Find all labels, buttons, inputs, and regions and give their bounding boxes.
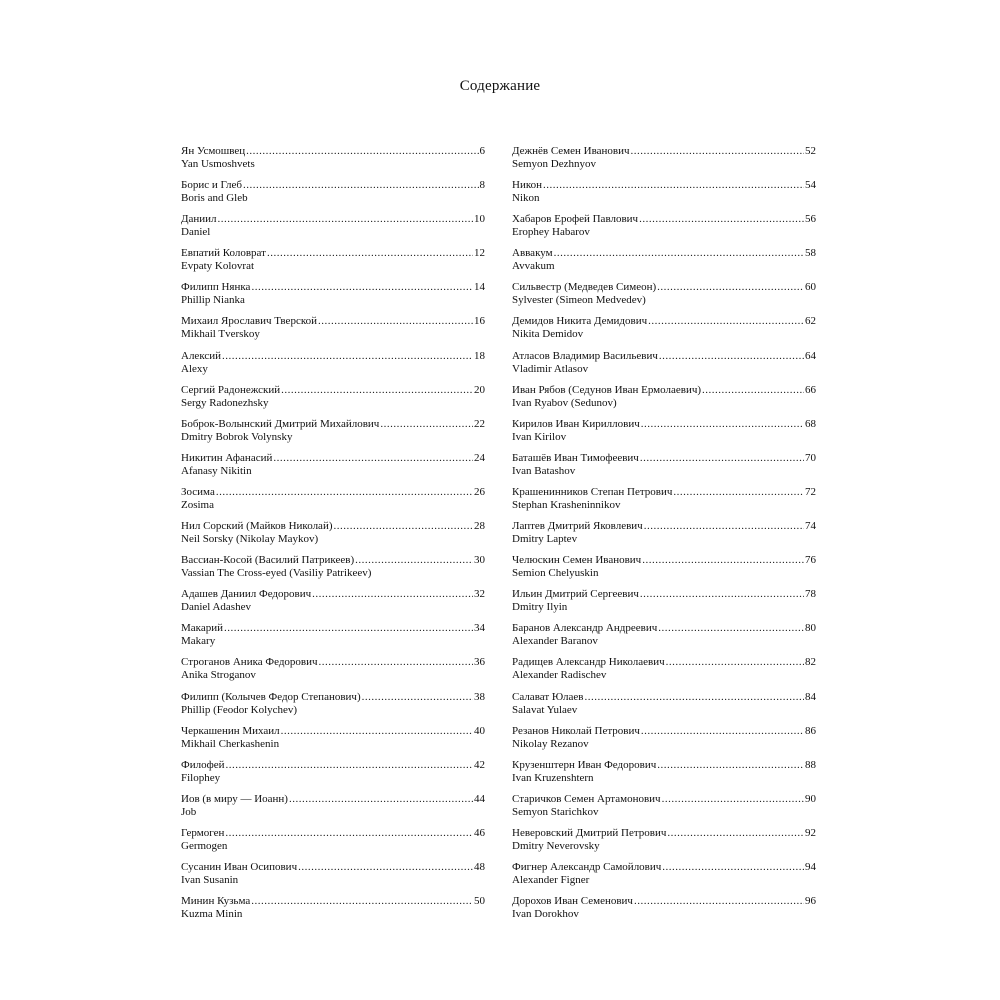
- toc-entry-line: [512, 725, 816, 738]
- toc-entry-title: Минин Кузьма: [181, 895, 251, 908]
- toc-entry-line: [181, 895, 485, 908]
- toc-entry-subtitle: Erophey Habarov: [512, 226, 590, 239]
- toc-entry-title: Крузенштерн Иван Федорович: [512, 758, 657, 771]
- toc-entry-line: [181, 350, 485, 363]
- toc-entry-line: [512, 452, 816, 465]
- toc-entry: [512, 384, 816, 418]
- toc-entry: [512, 350, 816, 384]
- toc-entry-title: Фигнер Александр Самойлович: [512, 860, 662, 873]
- toc-entry-title: Лаптев Дмитрий Яковлевич: [512, 520, 643, 533]
- toc-entry-line: [512, 213, 816, 226]
- toc-entry: [512, 588, 816, 622]
- dot-leader: [222, 350, 473, 363]
- toc-entry: [181, 759, 485, 793]
- toc-entry: [512, 827, 816, 861]
- toc-entry: [512, 247, 816, 281]
- toc-entry-subtitle: Ivan Susanin: [181, 873, 239, 886]
- toc-entry: [181, 861, 485, 895]
- toc-entry-line: [512, 418, 816, 431]
- toc-entry-title: Баранов Александр Андреевич: [512, 622, 658, 635]
- toc-entry-subtitle: Phillip Nianka: [181, 294, 245, 307]
- toc-entry-line: [512, 520, 816, 533]
- toc-entry-line: [181, 793, 485, 806]
- toc-entry-page-number: 88: [805, 758, 816, 771]
- toc-entry-subtitle: Ivan Kruzenshtern: [512, 771, 594, 784]
- toc-entry: [181, 350, 485, 384]
- dot-leader: [648, 315, 804, 328]
- toc-entry-page-number: 16: [474, 315, 485, 328]
- toc-entry-line: [512, 759, 816, 772]
- toc-entry-subtitle: Sergy Radonezhsky: [181, 396, 269, 409]
- toc-entry-page-number: 54: [805, 179, 816, 192]
- toc-entry-page-number: 18: [474, 349, 485, 362]
- toc-entry-page-number: 26: [474, 485, 485, 498]
- toc-entry-page-number: 64: [805, 349, 816, 362]
- toc-entry-line: [512, 656, 816, 669]
- toc-entry: [181, 179, 485, 213]
- toc-entry: [181, 247, 485, 281]
- toc-entry: [181, 520, 485, 554]
- toc-entry-page-number: 38: [474, 690, 485, 703]
- toc-entry-title: Вассиан-Косой (Василий Патрикеев): [181, 554, 355, 567]
- toc-entry: [181, 384, 485, 418]
- toc-entry-subtitle: Dmitry Ilyin: [512, 601, 568, 614]
- dot-leader: [334, 520, 474, 533]
- toc-entry: [181, 622, 485, 656]
- toc-entry-line: [512, 384, 816, 397]
- toc-entry-line: [181, 315, 485, 328]
- dot-leader: [634, 895, 804, 908]
- toc-entry-title: Сусанин Иван Осипович: [181, 860, 298, 873]
- toc-entry-title: Иов (в миру — Иоанн): [181, 792, 288, 805]
- toc-entry-subtitle: Daniel Adashev: [181, 601, 251, 614]
- dot-leader: [246, 145, 478, 158]
- toc-entry-title: Салават Юлаев: [512, 690, 584, 703]
- toc-entry-subtitle: Job: [181, 805, 197, 818]
- toc-entry-subtitle: Yan Usmoshvets: [181, 158, 255, 170]
- toc-entry: [181, 452, 485, 486]
- toc-entry-page-number: 90: [805, 792, 816, 805]
- toc-entry-subtitle: Dmitry Bobrok Volynsky: [181, 430, 293, 443]
- dot-leader: [642, 554, 804, 567]
- toc-entry-line: [181, 247, 485, 260]
- toc-entry-line: [181, 452, 485, 465]
- dot-leader: [224, 622, 473, 635]
- toc-entry: [512, 213, 816, 247]
- toc-entry-title: Радищев Александр Николаевич: [512, 656, 665, 669]
- toc-entry-page-number: 84: [805, 690, 816, 703]
- dot-leader: [666, 656, 804, 669]
- toc-entry-subtitle: Ivan Dorokhov: [512, 908, 579, 921]
- toc-entry-page-number: 12: [474, 247, 485, 260]
- dot-leader: [640, 452, 804, 465]
- toc-entry-title: Крашенинников Степан Петрович: [512, 485, 673, 498]
- toc-entry-page-number: 70: [805, 451, 816, 464]
- dot-leader: [267, 247, 473, 260]
- toc-entry-line: [512, 315, 816, 328]
- dot-leader: [225, 759, 473, 772]
- toc-entry: [512, 281, 816, 315]
- toc-entry-page-number: 56: [805, 213, 816, 226]
- dot-leader: [554, 247, 804, 260]
- toc-entry: [512, 759, 816, 793]
- toc-entry-line: [181, 213, 485, 226]
- page-title: Содержание: [459, 78, 541, 94]
- dot-leader: [702, 384, 804, 397]
- toc-entry-line: [512, 622, 816, 635]
- toc-entry: [181, 554, 485, 588]
- dot-leader: [281, 725, 473, 738]
- toc-entry: [181, 656, 485, 690]
- toc-entry-subtitle: Mikhail Tverskoy: [181, 328, 260, 341]
- toc-entry-page-number: 50: [474, 895, 485, 908]
- toc-column-right: [512, 145, 816, 929]
- dot-leader: [631, 145, 804, 158]
- toc-entry-title: Михаил Ярославич Тверской: [181, 315, 317, 328]
- dot-leader: [289, 793, 473, 806]
- dot-leader: [243, 179, 479, 192]
- toc-entry-line: [181, 759, 485, 772]
- toc-entry: [181, 588, 485, 622]
- toc-entry-page-number: 10: [474, 213, 485, 226]
- toc-entry-subtitle: Daniel: [181, 226, 211, 239]
- toc-entry-title: Иван Рябов (Седунов Иван Ермолаевич): [512, 383, 702, 396]
- toc-entry: [181, 895, 485, 929]
- toc-entry-subtitle: Semyon Dezhnyov: [512, 158, 597, 170]
- toc-entry-title: Зосима: [181, 485, 215, 498]
- toc-entry-page-number: 42: [474, 758, 485, 771]
- toc-entry: [512, 895, 816, 929]
- toc-entry: [512, 452, 816, 486]
- toc-entry-page-number: 74: [805, 520, 816, 533]
- toc-entry-subtitle: Alexander Baranov: [512, 635, 598, 648]
- toc-entry-subtitle: Nikita Demidov: [512, 328, 584, 341]
- toc-entry-line: [512, 486, 816, 499]
- toc-entry-page-number: 60: [805, 281, 816, 294]
- toc-entry-page-number: 68: [805, 417, 816, 430]
- toc-entry: [181, 145, 485, 179]
- toc-entry-subtitle: Germogen: [181, 839, 228, 852]
- toc-entry-subtitle: Alexander Radischev: [512, 669, 607, 682]
- toc-entry-subtitle: Dmitry Laptev: [512, 533, 578, 546]
- toc-entry-page-number: 96: [805, 895, 816, 908]
- toc-entry-line: [181, 145, 485, 158]
- toc-entry-title: Челюскин Семен Иванович: [512, 554, 642, 567]
- toc-entry-page-number: 62: [805, 315, 816, 328]
- toc-entry-subtitle: Alexander Figner: [512, 873, 590, 886]
- toc-entry-subtitle: Sylvester (Simeon Medvedev): [512, 294, 646, 307]
- toc-entry-page-number: 80: [805, 622, 816, 635]
- toc-entry-title: Никитин Афанасий: [181, 451, 273, 464]
- toc-entry-subtitle: Alexy: [181, 362, 208, 375]
- toc-entry-title: Никон: [512, 179, 543, 192]
- toc-entry-line: [512, 281, 816, 294]
- dot-leader: [640, 588, 804, 601]
- toc-entry-title: Алексий: [181, 349, 222, 362]
- toc-entry-title: Кирилов Иван Кириллович: [512, 417, 640, 430]
- dot-leader: [644, 520, 804, 533]
- toc-entry-subtitle: Neil Sorsky (Nikolay Maykov): [181, 533, 319, 546]
- toc-entry-subtitle: Mikhail Cherkashenin: [181, 737, 280, 750]
- toc-entry-title: Евпатий Коловрат: [181, 247, 266, 260]
- dot-leader: [662, 861, 804, 874]
- toc-entry-page-number: 28: [474, 520, 485, 533]
- dot-leader: [355, 554, 473, 567]
- dot-leader: [543, 179, 804, 192]
- toc-entry-subtitle: Stephan Krasheninnikov: [512, 498, 621, 511]
- toc-entry-line: [181, 622, 485, 635]
- toc-entry-subtitle: Filophey: [181, 771, 221, 784]
- toc-entry-page-number: 52: [805, 145, 816, 157]
- dot-leader: [639, 213, 804, 226]
- toc-entry-subtitle: Vassian The Cross-eyed (Vasiliy Patrikeev): [181, 567, 372, 580]
- toc-entry: [512, 315, 816, 349]
- toc-entry-title: Филипп (Колычев Федор Степанович): [181, 690, 361, 703]
- toc-entry-line: [181, 281, 485, 294]
- toc-entry-title: Адашев Даниил Федорович: [181, 588, 312, 601]
- toc-entry-subtitle: Semion Chelyuskin: [512, 567, 599, 580]
- toc-entry-title: Ян Усмошвец: [181, 145, 246, 157]
- dot-leader: [216, 486, 473, 499]
- toc-entry-page-number: 24: [474, 451, 485, 464]
- dot-leader: [658, 622, 804, 635]
- toc-entry-page-number: 46: [474, 826, 485, 839]
- dot-leader: [312, 588, 473, 601]
- toc-entry: [181, 725, 485, 759]
- toc-entry-subtitle: Makary: [181, 635, 216, 648]
- toc-entry-page-number: 76: [805, 554, 816, 567]
- toc-entry-title: Резанов Николай Петрович: [512, 724, 640, 737]
- toc-entry-subtitle: Semyon Starichkov: [512, 805, 599, 818]
- dot-leader: [281, 384, 473, 397]
- toc-entry-title: Боброк-Волынский Дмитрий Михайлович: [181, 417, 380, 430]
- toc-entry-page-number: 30: [474, 554, 485, 567]
- toc-entry-subtitle: Ivan Batashov: [512, 464, 576, 477]
- toc-entry-page-number: 8: [479, 179, 485, 192]
- toc-entry-title: Филофей: [181, 758, 225, 771]
- toc-entry: [512, 656, 816, 690]
- dot-leader: [251, 895, 473, 908]
- toc-entry-line: [512, 179, 816, 192]
- toc-entry-page-number: 66: [805, 383, 816, 396]
- toc-entry: [181, 691, 485, 725]
- dot-leader: [362, 691, 473, 704]
- toc-entry: [512, 486, 816, 520]
- toc-entry-title: Атласов Владимир Васильевич: [512, 349, 658, 362]
- dot-leader: [218, 213, 473, 226]
- toc-entry-subtitle: Evpaty Kolovrat: [181, 260, 255, 273]
- toc-entry-line: [512, 350, 816, 363]
- toc-entry-title: Дорохов Иван Семенович: [512, 895, 633, 908]
- toc-entry-title: Хабаров Ерофей Павлович: [512, 213, 639, 226]
- toc-entry: [181, 418, 485, 452]
- toc-entry: [512, 691, 816, 725]
- toc-entry-page-number: 94: [805, 860, 816, 873]
- toc-entry-line: [181, 486, 485, 499]
- toc-entry-subtitle: Afanasy Nikitin: [181, 464, 252, 477]
- toc-entry-title: Нил Сорский (Майков Николай): [181, 520, 333, 533]
- toc-entry-line: [512, 691, 816, 704]
- toc-entry: [512, 418, 816, 452]
- toc-entry-subtitle: Avvakum: [512, 260, 555, 273]
- dot-leader: [319, 656, 473, 669]
- toc-entry: [512, 861, 816, 895]
- toc-entry-title: Филипп Нянка: [181, 281, 251, 294]
- toc-entry-page-number: 6: [479, 145, 485, 157]
- toc-entry: [181, 213, 485, 247]
- toc-entry: [512, 520, 816, 554]
- toc-entry-subtitle: Zosima: [181, 498, 214, 511]
- dot-leader: [318, 315, 473, 328]
- dot-leader: [657, 281, 804, 294]
- dot-leader: [225, 827, 473, 840]
- toc-entry-page-number: 92: [805, 826, 816, 839]
- toc-entry-subtitle: Nikon: [512, 192, 540, 205]
- toc-entry-page-number: 22: [474, 417, 485, 430]
- toc-entry-page-number: 36: [474, 656, 485, 669]
- toc-entry-page-number: 86: [805, 724, 816, 737]
- toc-entry: [512, 793, 816, 827]
- toc-entry-line: [181, 861, 485, 874]
- toc-entry-line: [512, 793, 816, 806]
- toc-entry-subtitle: Boris and Gleb: [181, 192, 248, 205]
- toc-entry-page-number: 14: [474, 281, 485, 294]
- toc-entry-line: [181, 179, 485, 192]
- toc-entry-subtitle: Nikolay Rezanov: [512, 737, 589, 750]
- toc-entry-subtitle: Salavat Yulaev: [512, 703, 578, 716]
- dot-leader: [298, 861, 473, 874]
- dot-leader: [380, 418, 473, 431]
- toc-entry-line: [512, 895, 816, 908]
- dot-leader: [659, 350, 804, 363]
- toc-entry-line: [512, 861, 816, 874]
- dot-leader: [273, 452, 473, 465]
- toc-entry-subtitle: Kuzma Minin: [181, 908, 243, 921]
- toc-entry-line: [181, 656, 485, 669]
- toc-entry-page-number: 40: [474, 724, 485, 737]
- toc-entry-page-number: 44: [474, 792, 485, 805]
- toc-entry-line: [181, 588, 485, 601]
- toc-entry-subtitle: Ivan Kirilov: [512, 430, 567, 443]
- toc-entry-title: Макарий: [181, 622, 223, 635]
- toc-entry-line: [512, 247, 816, 260]
- toc-entry-line: [181, 827, 485, 840]
- toc-column-left: [181, 145, 485, 929]
- toc-entry-title: Баташёв Иван Тимофеевич: [512, 451, 639, 464]
- toc-entry: [181, 793, 485, 827]
- toc-entry-title: Демидов Никита Демидович: [512, 315, 648, 328]
- toc-entry: [512, 145, 816, 179]
- toc-entry-title: Даниил: [181, 213, 217, 226]
- toc-entry-title: Строганов Аника Федорович: [181, 656, 318, 669]
- toc-entry-line: [512, 554, 816, 567]
- toc-entry-title: Ильин Дмитрий Сергеевич: [512, 588, 639, 601]
- toc-entry-line: [181, 520, 485, 533]
- toc-entry-page-number: 78: [805, 588, 816, 601]
- toc-entry-line: [512, 827, 816, 840]
- toc-entry: [181, 827, 485, 861]
- toc-entry-line: [181, 418, 485, 431]
- toc-entry-line: [181, 384, 485, 397]
- toc-entry-page-number: 82: [805, 656, 816, 669]
- toc-entry-line: [181, 725, 485, 738]
- toc-entry: [181, 486, 485, 520]
- toc-entry-page-number: 34: [474, 622, 485, 635]
- toc-entry-title: Сильвестр (Медведев Симеон): [512, 281, 657, 294]
- toc-entry-subtitle: Vladimir Atlasov: [512, 362, 589, 375]
- toc-entry-subtitle: Ivan Ryabov (Sedunov): [512, 396, 617, 409]
- toc-entry-line: [512, 588, 816, 601]
- toc-entry-title: Борис и Глеб: [181, 179, 242, 192]
- toc-entry-title: Гермоген: [181, 826, 225, 839]
- dot-leader: [251, 281, 473, 294]
- toc-entry-title: Дежнёв Семен Иванович: [512, 145, 630, 157]
- dot-leader: [641, 725, 804, 738]
- toc-entry-title: Черкашенин Михаил: [181, 724, 280, 737]
- toc-entry: [512, 179, 816, 213]
- toc-entry-line: [512, 145, 816, 158]
- toc-entry-title: Неверовский Дмитрий Петрович: [512, 826, 667, 839]
- toc-entry: [512, 725, 816, 759]
- toc-entry-title: Старичков Семен Артамонович: [512, 792, 661, 805]
- toc-entry: [181, 281, 485, 315]
- toc-entry-page-number: 32: [474, 588, 485, 601]
- toc-entry-page-number: 48: [474, 860, 485, 873]
- dot-leader: [673, 486, 804, 499]
- toc-entry-line: [181, 691, 485, 704]
- dot-leader: [585, 691, 805, 704]
- toc-entry: [512, 622, 816, 656]
- toc-entry: [181, 315, 485, 349]
- dot-leader: [667, 827, 804, 840]
- toc-entry-page-number: 72: [805, 485, 816, 498]
- toc-entry-subtitle: Phillip (Feodor Kolychev): [181, 703, 298, 716]
- toc-entry-title: Аввакум: [512, 247, 553, 260]
- dot-leader: [657, 759, 804, 772]
- toc-entry-subtitle: Dmitry Neverovsky: [512, 839, 600, 852]
- toc-entry-line: [181, 554, 485, 567]
- toc-entry-title: Сергий Радонежский: [181, 383, 281, 396]
- toc-entry-page-number: 20: [474, 383, 485, 396]
- toc-entry: [512, 554, 816, 588]
- toc-entry-page-number: 58: [805, 247, 816, 260]
- toc-entry-subtitle: Anika Stroganov: [181, 669, 256, 682]
- dot-leader: [641, 418, 804, 431]
- dot-leader: [662, 793, 804, 806]
